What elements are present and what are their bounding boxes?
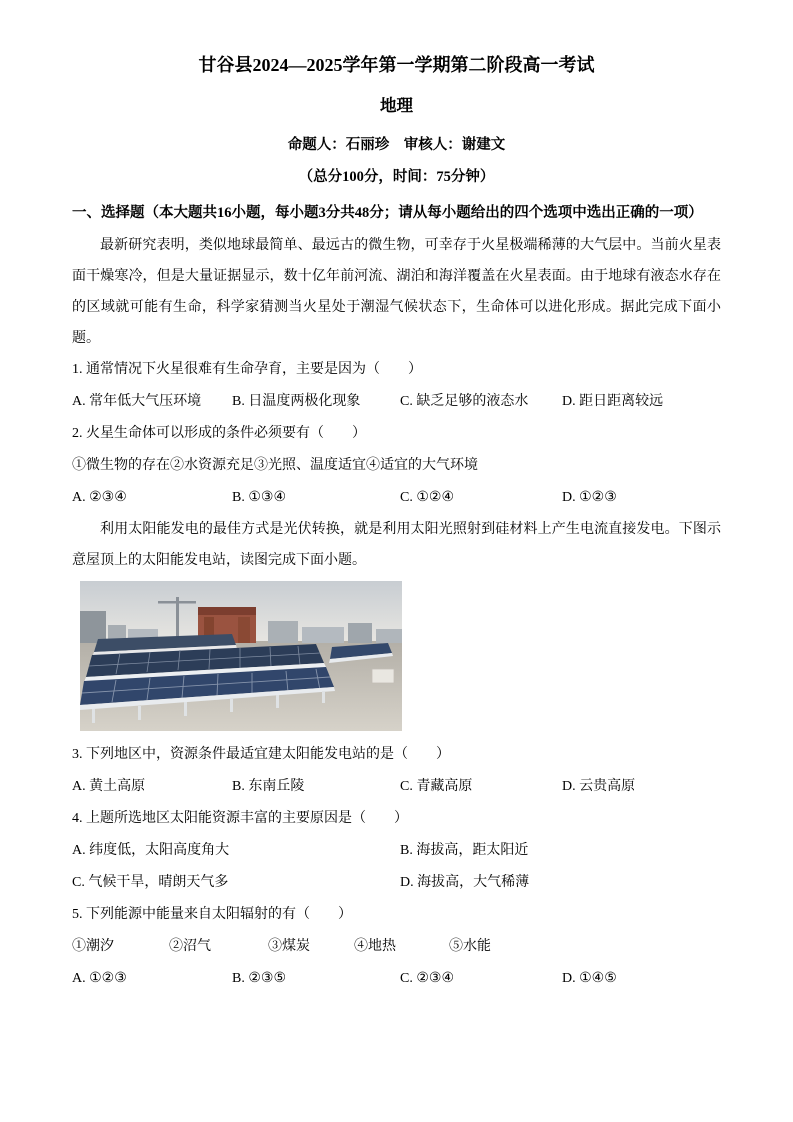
exam-score-time: （总分100分，时间：75分钟）: [298, 169, 495, 185]
option-c: C. ①②④: [400, 490, 454, 505]
option-c: C. 气候干旱，晴朗天气多: [72, 875, 229, 890]
question-3-stem: 3. 下列地区中，资源条件最适宜建太阳能发电站的是（ ）: [72, 747, 450, 762]
question-5: [72, 899, 721, 995]
option-b: B. 东南丘陵: [232, 779, 305, 794]
exam-title: 甘谷县2024—2025学年第一学期第二阶段高一考试: [198, 55, 595, 75]
question-4: [72, 803, 721, 899]
option-a: A. ①②③: [72, 971, 127, 986]
item-4: ④地热: [354, 939, 396, 954]
passage-solar: 利用太阳能发电的最佳方式是光伏转换，就是利用太阳光照射到硅材料上产生电流直接发电。下图示意屋顶上的太阳能发电站，读图完成下面小题。: [72, 522, 721, 568]
question-4-options-row1: [72, 835, 721, 867]
item-2: ②沼气: [169, 939, 211, 954]
option-b: B. 海拔高，距太阳近: [400, 843, 529, 858]
option-d: D. 云贵高原: [562, 779, 636, 794]
item-3: ③煤炭: [268, 939, 310, 954]
question-1: [72, 354, 721, 418]
option-d: D. 海拔高，大气稀薄: [400, 875, 530, 890]
option-d: D. ①②③: [562, 490, 617, 505]
option-b: B. ①③④: [232, 490, 286, 505]
question-1-stem: 1. 通常情况下火星很难有生命孕育，主要是因为（ ）: [72, 362, 422, 377]
question-3: [72, 739, 721, 803]
question-1-options: [72, 386, 721, 418]
option-a: A. 黄土高原: [72, 779, 146, 794]
question-2: [72, 418, 721, 514]
question-2-stem: 2. 火星生命体可以形成的条件必须要有（ ）: [72, 426, 366, 441]
option-d: D. 距日距离较远: [562, 394, 664, 409]
exam-authors: 命题人：石丽珍 审核人：谢建文: [287, 137, 506, 153]
question-4-options-row2: [72, 867, 721, 899]
option-c: C. ②③④: [400, 971, 454, 986]
option-a: A. 纬度低，太阳高度角大: [72, 843, 230, 858]
question-5-stem: 5. 下列能源中能量来自太阳辐射的有（ ）: [72, 907, 352, 922]
option-b: B. 日温度两极化现象: [232, 394, 361, 409]
item-5: ⑤水能: [449, 939, 491, 954]
subject-title: 地理: [380, 96, 413, 115]
option-c: C. 青藏高原: [400, 779, 473, 794]
section-heading: 一、选择题（本大题共16小题，每小题3分共48分；请从每小题给出的四个选项中选出正确的一项）: [72, 205, 703, 221]
question-5-items: [72, 931, 721, 963]
solar-panels-illustration: [80, 581, 402, 731]
option-a: A. ②③④: [72, 490, 127, 505]
item-1: ①潮汐: [72, 939, 114, 954]
question-3-options: [72, 771, 721, 803]
passage-mars: 最新研究表明，类似地球最简单、最远古的微生物，可幸存于火星极端稀薄的大气层中。当前火星表面干燥寒冷，但是大量证据显示，数十亿年前河流、湖泊和海洋覆盖在火星表面。由于地球有液态水存在的区域就可能有生命，科学家猜测当火星处于潮湿气候状态下，生命体可以进化形成。据此完成下面小题。: [72, 238, 721, 346]
question-4-stem: 4. 上题所选地区太阳能资源丰富的主要原因是（ ）: [72, 811, 408, 826]
option-d: D. ①④⑤: [562, 971, 617, 986]
rooftop-solar-photo: [80, 581, 402, 731]
option-b: B. ②③⑤: [232, 971, 286, 986]
question-2-items: ①微生物的存在②水资源充足③光照、温度适宜④适宜的大气环境: [72, 458, 478, 473]
option-c: C. 缺乏足够的液态水: [400, 394, 529, 409]
question-2-options: [72, 482, 721, 514]
question-5-options: [72, 963, 721, 995]
option-a: A. 常年低大气压环境: [72, 394, 202, 409]
